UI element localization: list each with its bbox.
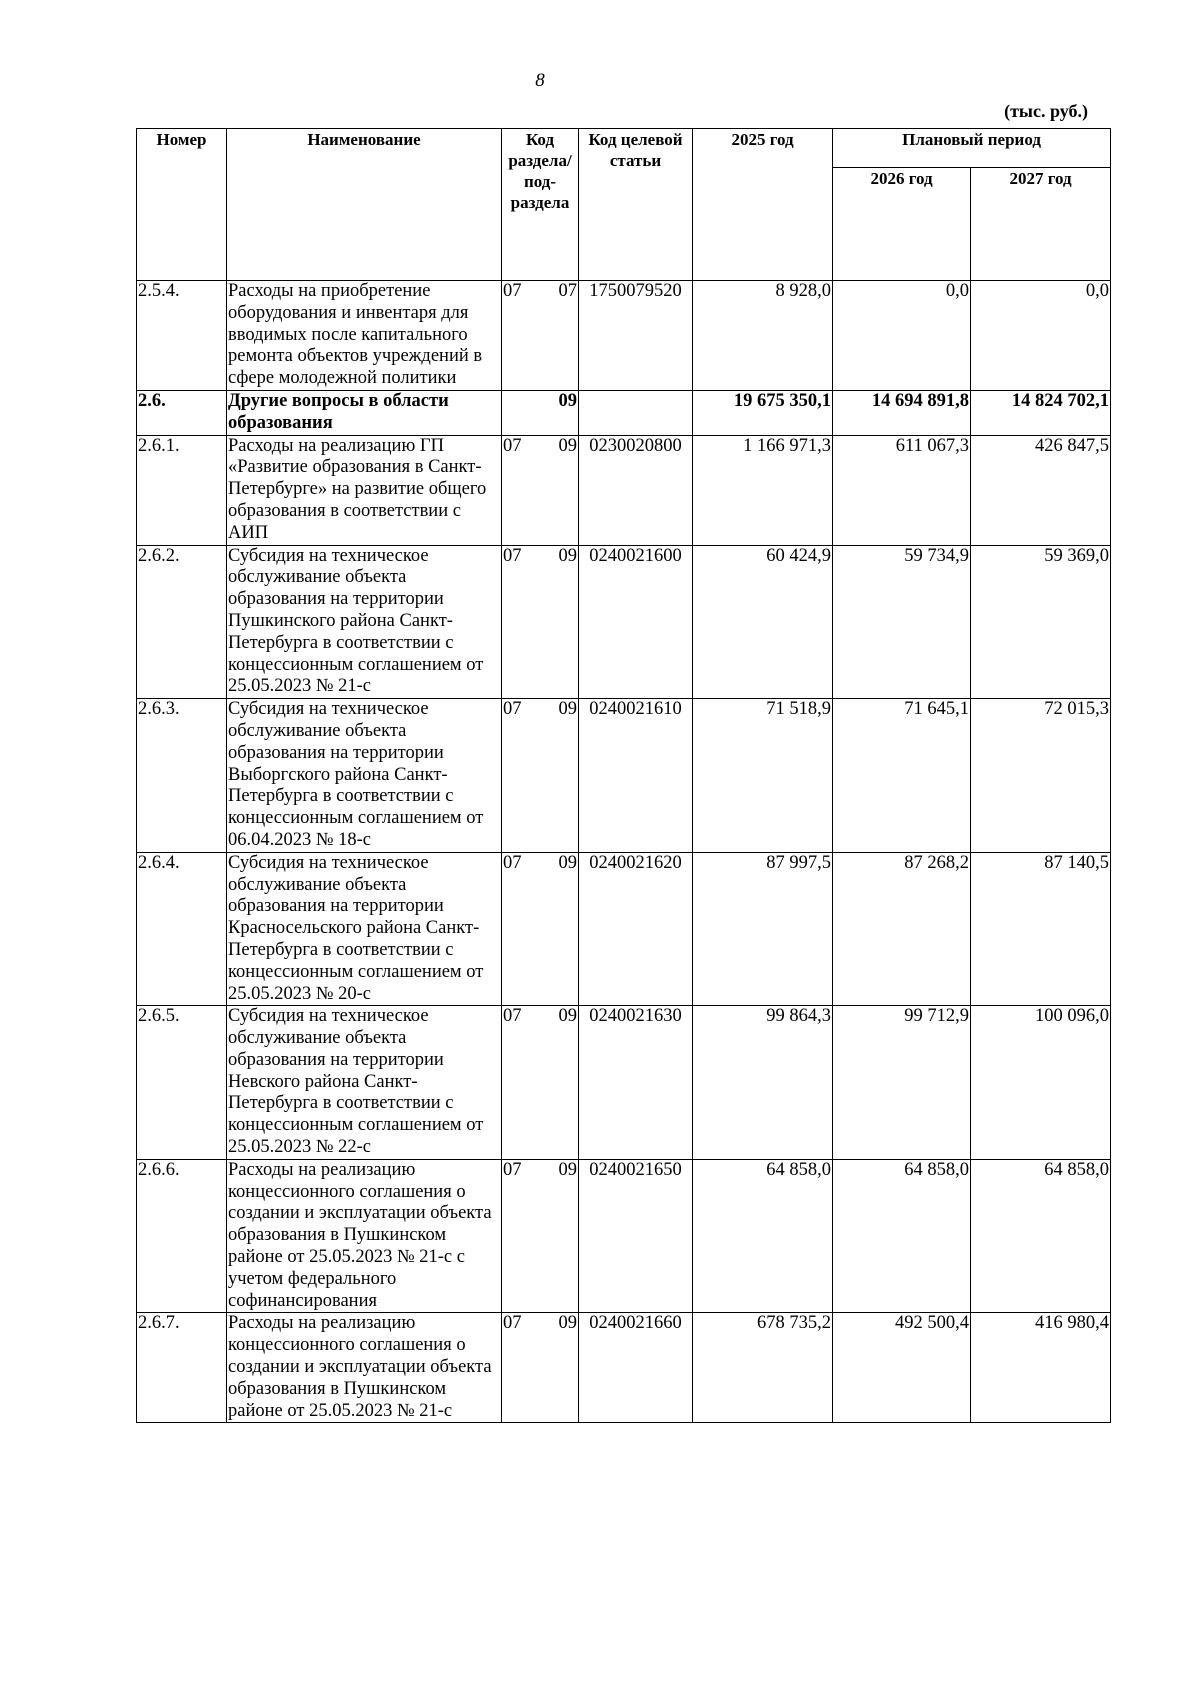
row-name: Расходы на приобретение оборудования и инвентаря для вводимых после капитального ремонта объектов учреждений в сфере молодежной политики [227,281,502,391]
row-amount-2025: 8 928,0 [693,281,833,391]
budget-table [136,128,1111,1423]
row-subsection-code: 09 [540,435,579,545]
row-subsection-code: 09 [540,1313,579,1423]
row-target-code: 0240021610 [579,699,693,853]
row-amount-2027: 100 096,0 [971,1006,1111,1160]
table-row [137,1159,1111,1313]
row-section-code [502,390,540,435]
row-amount-2027: 64 858,0 [971,1159,1111,1313]
row-amount-2026: 99 712,9 [833,1006,971,1160]
row-section-code: 07 [502,1313,540,1423]
header-number: Номер [137,129,227,281]
table-row [137,281,1111,391]
row-subsection-code: 09 [540,1006,579,1160]
row-number: 2.6.3. [137,699,227,853]
header-year-2025: 2025 год [693,129,833,281]
row-subsection-code: 09 [540,1159,579,1313]
row-section-code: 07 [502,545,540,699]
row-name: Субсидия на техническое обслуживание объекта образования на территории Выборгского района Санкт-Петербурга в соответствии с концессионным соглашением от 06.04.2023 № 18-с [227,699,502,853]
row-target-code: 0240021630 [579,1006,693,1160]
row-amount-2025: 71 518,9 [693,699,833,853]
row-target-code: 0240021620 [579,852,693,1006]
row-amount-2026: 0,0 [833,281,971,391]
row-name: Субсидия на техническое обслуживание объекта образования на территории Невского района Санкт-Петербурга в соответствии с концессионным соглашением от 25.05.2023 № 22-с [227,1006,502,1160]
header-target-code: Код целевой статьи [579,129,693,281]
row-amount-2027: 14 824 702,1 [971,390,1111,435]
row-amount-2027: 0,0 [971,281,1111,391]
row-amount-2027: 59 369,0 [971,545,1111,699]
row-name: Субсидия на техническое обслуживание объекта образования на территории Красносельского района Санкт-Петербурга в соответствии с концессионным соглашением от 25.05.2023 № 20-с [227,852,502,1006]
row-subsection-code: 09 [540,852,579,1006]
row-subsection-code: 09 [540,390,579,435]
row-amount-2026: 611 067,3 [833,435,971,545]
row-amount-2025: 99 864,3 [693,1006,833,1160]
row-number: 2.6.7. [137,1313,227,1423]
row-name: Субсидия на техническое обслуживание объекта образования на территории Пушкинского района Санкт-Петербурга в соответствии с концессионным соглашением от 25.05.2023 № 21-с [227,545,502,699]
row-section-code: 07 [502,699,540,853]
row-section-code: 07 [502,852,540,1006]
row-amount-2026: 59 734,9 [833,545,971,699]
row-amount-2025: 87 997,5 [693,852,833,1006]
row-number: 2.6.1. [137,435,227,545]
row-target-code: 0230020800 [579,435,693,545]
header-section-code: Код раздела/ под-раздела [502,129,579,281]
header-name: Наименование [227,129,502,281]
row-number: 2.5.4. [137,281,227,391]
row-amount-2027: 72 015,3 [971,699,1111,853]
header-year-2026: 2026 год [833,168,971,281]
row-subsection-code: 09 [540,545,579,699]
row-target-code [579,390,693,435]
row-amount-2025: 60 424,9 [693,545,833,699]
row-subsection-code: 09 [540,699,579,853]
row-amount-2027: 426 847,5 [971,435,1111,545]
row-section-code: 07 [502,1006,540,1160]
table-row [137,545,1111,699]
row-subsection-code: 07 [540,281,579,391]
row-amount-2027: 87 140,5 [971,852,1111,1006]
row-target-code: 1750079520 [579,281,693,391]
row-amount-2025: 19 675 350,1 [693,390,833,435]
row-section-code: 07 [502,1159,540,1313]
row-amount-2025: 678 735,2 [693,1313,833,1423]
table-body [137,281,1111,1423]
row-section-code: 07 [502,281,540,391]
row-number: 2.6.2. [137,545,227,699]
table-row [137,1006,1111,1160]
row-amount-2026: 71 645,1 [833,699,971,853]
row-amount-2026: 492 500,4 [833,1313,971,1423]
row-name: Расходы на реализацию ГП «Развитие образования в Санкт-Петербурге» на развитие общего образования в соответствии с АИП [227,435,502,545]
header-planned-period: Плановый период [833,129,1111,168]
row-amount-2026: 14 694 891,8 [833,390,971,435]
row-amount-2026: 87 268,2 [833,852,971,1006]
units-label: (тыс. руб.) [1004,101,1088,121]
table-row [137,852,1111,1006]
row-number: 2.6.4. [137,852,227,1006]
row-amount-2025: 64 858,0 [693,1159,833,1313]
row-amount-2027: 416 980,4 [971,1313,1111,1423]
row-section-code: 07 [502,435,540,545]
row-target-code: 0240021600 [579,545,693,699]
header-year-2027: 2027 год [971,168,1111,281]
row-number: 2.6. [137,390,227,435]
row-target-code: 0240021660 [579,1313,693,1423]
row-name: Расходы на реализацию концессионного соглашения о создании и эксплуатации объекта образования в Пушкинском районе от 25.05.2023 № 21-с [227,1313,502,1423]
row-amount-2026: 64 858,0 [833,1159,971,1313]
row-number: 2.6.5. [137,1006,227,1160]
row-number: 2.6.6. [137,1159,227,1313]
page-number: 8 [535,70,545,91]
table-row [137,390,1111,435]
table-row [137,699,1111,853]
row-target-code: 0240021650 [579,1159,693,1313]
table-row [137,435,1111,545]
row-name: Другие вопросы в области образования [227,390,502,435]
row-amount-2025: 1 166 971,3 [693,435,833,545]
row-name: Расходы на реализацию концессионного соглашения о создании и эксплуатации объекта образования в Пушкинском районе от 25.05.2023 № 21-с с учетом федерального софинансирования [227,1159,502,1313]
table-row [137,1313,1111,1423]
